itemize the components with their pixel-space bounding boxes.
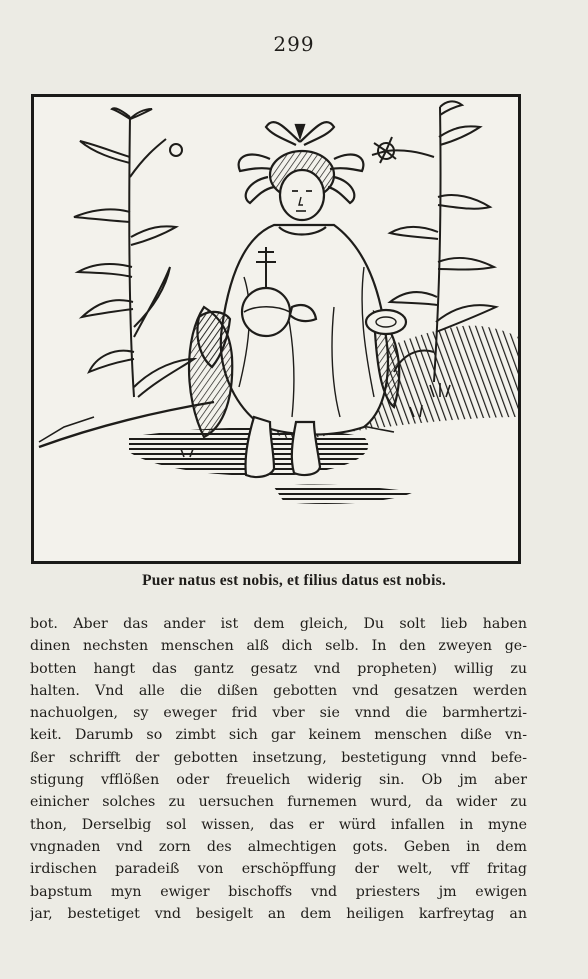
text-line: ßer schrifft der gebotten insetzung, bestetigung vnnd befe- [30,749,527,766]
text-line: botten hangt das gantz gesatz vnd propheten) willig zu [30,660,527,677]
text-line: stigung vfflößen oder freuelich widerig sin. Ob jm aber [30,772,527,789]
woodcut-illustration [31,94,521,564]
woodcut-image [34,97,518,561]
text-line: bapstum myn ewiger bischoffs vnd priesters jm ewigen [30,883,527,900]
text-line: bot. Aber das ander ist dem gleich, Du solt lieb haben [30,616,527,632]
text-line: einicher solches zu uersuchen furnemen wurd, da wider zu [30,794,527,811]
text-line: irdischen paradeiß von erschöpffung der welt, vff fritag [30,861,527,878]
text-line: dinen nechsten menschen alß dich selb. In den zweyen ge- [30,638,527,655]
text-line: nachuolgen, sy eweger frid vber sie vnnd die barmhertzi- [30,705,527,722]
text-line: vngnaden vnd zorn des almechtigen gots. Geben in dem [30,838,527,855]
text-line: halten. Vnd alle die dißen gebotten vnd gesatzen werden [30,682,527,699]
text-line: thon, Derselbig sol wissen, das er würd infallen in myne [30,816,527,833]
page-number: 299 [273,32,315,56]
body-text [30,613,527,925]
text-line: jar, bestetiget vnd besigelt an dem heiligen karfreytag an [30,905,527,922]
figure-caption: Puer natus est nobis, et filius datus est nobis. [142,572,446,589]
text-line: keit. Darumb so zimbt sich gar keinem menschen diße vn- [30,727,527,744]
